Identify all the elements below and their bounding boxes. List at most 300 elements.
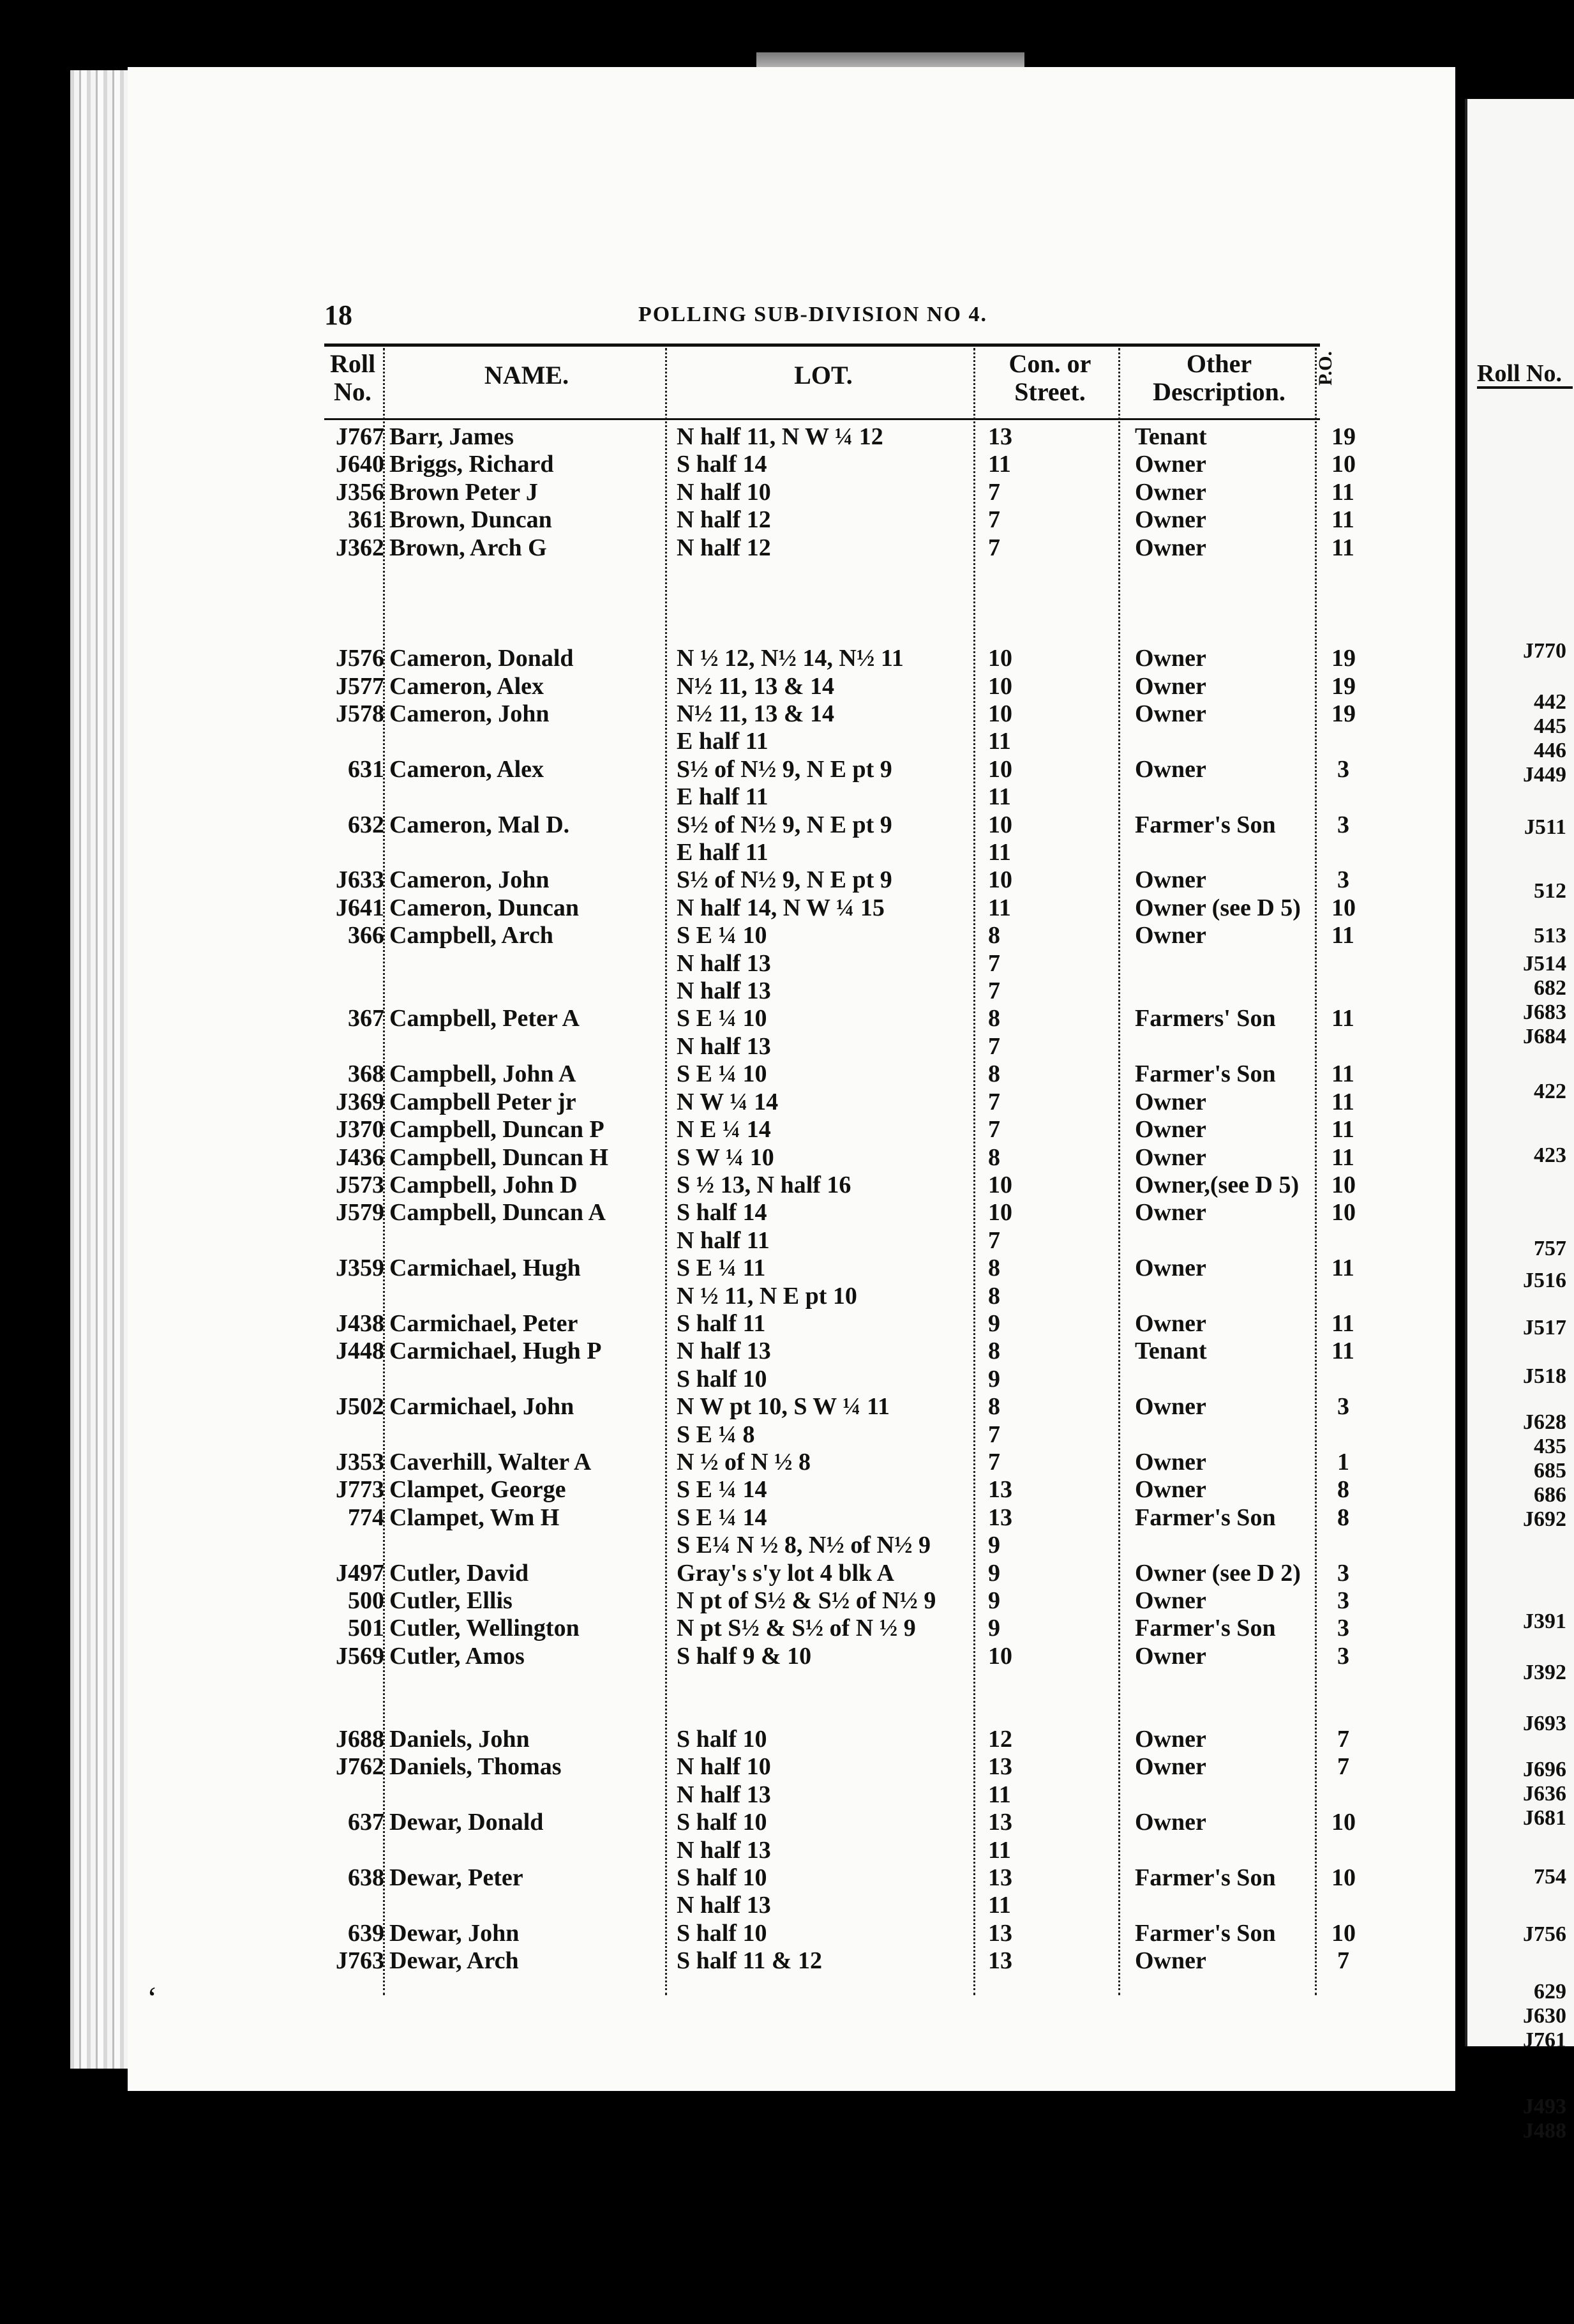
cell-lot: N W pt 10, S W ¼ 11 xyxy=(677,1393,890,1421)
cell-desc xyxy=(1132,1366,1329,1393)
page-number: 18 xyxy=(324,299,352,331)
cell-po: 11 xyxy=(1331,1143,1354,1171)
cell-roll xyxy=(319,1837,387,1864)
cell-desc: Owner xyxy=(1135,1476,1206,1504)
cell-con: 11 xyxy=(988,1836,1011,1864)
cell-con: 8 xyxy=(988,1060,1000,1088)
cell-desc: Farmer's Son xyxy=(1135,1919,1276,1947)
table-row xyxy=(319,534,1352,562)
facing-roll-number: 629 xyxy=(1534,1980,1566,2003)
cell-roll: 361 xyxy=(348,506,384,534)
cell-lot: S half 10 xyxy=(677,1864,767,1892)
col-header-name: NAME. xyxy=(484,361,569,389)
cell-desc: Owner xyxy=(1135,1726,1206,1753)
cell-lot: N half 13 xyxy=(677,977,771,1005)
cell-lot: E half 11 xyxy=(677,783,768,811)
cell-po: 19 xyxy=(1331,700,1356,728)
cell-desc: Farmer's Son xyxy=(1135,811,1276,838)
cell-desc: Owner xyxy=(1135,1199,1206,1226)
cell-desc: Owner xyxy=(1135,1448,1206,1475)
cell-lot: S half 11 & 12 xyxy=(677,1947,823,1975)
cell-desc xyxy=(1132,1698,1329,1726)
cell-po: 8 xyxy=(1337,1476,1349,1504)
cell-con: 11 xyxy=(988,728,1011,755)
cell-name: Campbell, Duncan P xyxy=(389,1116,604,1143)
cell-desc: Owner xyxy=(1135,1587,1206,1615)
cell-con: 9 xyxy=(988,1587,1000,1615)
cell-con xyxy=(986,617,1132,645)
cell-name xyxy=(387,783,674,811)
table-row xyxy=(319,1283,1352,1310)
table-row xyxy=(319,1005,1352,1032)
cell-desc xyxy=(1132,950,1329,977)
cell-po: 8 xyxy=(1337,1504,1349,1531)
cell-roll: J633 xyxy=(336,866,384,894)
facing-roll-number: J517 xyxy=(1523,1316,1566,1339)
cell-po xyxy=(1329,1670,1352,1698)
cell-name: Campbell Peter jr xyxy=(389,1088,576,1115)
cell-desc: Owner xyxy=(1135,1753,1206,1781)
cell-name: Carmichael, John xyxy=(389,1393,574,1421)
cell-roll: J436 xyxy=(336,1143,384,1171)
cell-po: 11 xyxy=(1331,1088,1354,1115)
cell-po: 10 xyxy=(1331,894,1356,921)
table-row xyxy=(319,1837,1352,1864)
cell-lot: N ½ of N ½ 8 xyxy=(677,1448,811,1475)
facing-roll-number: J514 xyxy=(1523,952,1566,976)
facing-roll-number: J756 xyxy=(1523,1922,1566,1946)
cell-po: 10 xyxy=(1331,1199,1356,1226)
cell-po xyxy=(1329,839,1352,866)
cell-con: 10 xyxy=(988,645,1012,672)
cell-roll: J641 xyxy=(336,894,384,921)
cell-desc xyxy=(1132,1892,1329,1919)
cell-name xyxy=(387,1366,674,1393)
facing-roll-number: 512 xyxy=(1534,879,1566,903)
cell-po xyxy=(1329,1532,1352,1559)
cell-roll: J767 xyxy=(336,423,384,450)
cell-name: Dewar, Arch xyxy=(389,1947,519,1975)
cell-name: Cameron, Donald xyxy=(389,645,574,672)
cell-name: Dewar, Donald xyxy=(389,1809,544,1836)
cell-lot: S half 10 xyxy=(677,1919,767,1947)
facing-roll-number: J692 xyxy=(1523,1507,1566,1531)
table-row xyxy=(319,728,1352,755)
cell-po: 19 xyxy=(1331,423,1356,450)
facing-roll-number: 513 xyxy=(1534,924,1566,947)
facing-page-fragment xyxy=(1465,99,1574,2143)
facing-roll-number: 682 xyxy=(1534,976,1566,1000)
cell-lot: S E ¼ 10 xyxy=(677,1005,767,1032)
cell-name xyxy=(387,1283,674,1310)
cell-con: 10 xyxy=(988,1199,1012,1226)
cell-roll: J578 xyxy=(336,700,384,728)
cell-desc xyxy=(1132,617,1329,645)
cell-po: 3 xyxy=(1337,1615,1349,1642)
table-row xyxy=(319,1421,1352,1449)
table-row xyxy=(319,839,1352,866)
cell-desc: Owner xyxy=(1135,534,1206,561)
cell-roll: J569 xyxy=(336,1642,384,1670)
table-row xyxy=(319,1726,1352,1753)
cell-name: Campbell, John D xyxy=(389,1171,578,1198)
cell-con: 12 xyxy=(988,1726,1012,1753)
cell-con: 9 xyxy=(988,1365,1000,1392)
cell-lot: N half 11, N W ¼ 12 xyxy=(677,423,883,450)
table-row xyxy=(319,866,1352,894)
cell-lot: N half 13 xyxy=(677,1836,771,1864)
cell-desc: Owner xyxy=(1135,451,1206,478)
cell-lot: S E ¼ 14 xyxy=(677,1504,767,1531)
cell-desc: Owner,(see D 5) xyxy=(1135,1171,1300,1198)
cell-roll: J640 xyxy=(336,451,384,478)
table-row xyxy=(319,1892,1352,1919)
cell-name: Cutler, Amos xyxy=(389,1642,525,1670)
cell-lot: N ½ 11, N E pt 10 xyxy=(677,1282,857,1309)
cell-desc: Owner (see D 2) xyxy=(1135,1559,1301,1587)
cell-name: Cameron, Duncan xyxy=(389,894,579,921)
cell-name: Daniels, Thomas xyxy=(389,1753,562,1781)
facing-roll-number: J516 xyxy=(1523,1269,1566,1292)
cell-roll: J448 xyxy=(336,1338,384,1365)
cell-desc: Owner (see D 5) xyxy=(1135,894,1301,921)
cell-roll: J763 xyxy=(336,1947,384,1975)
facing-roll-number: J761 xyxy=(1523,2028,1566,2052)
cell-lot: E half 11 xyxy=(677,728,768,755)
cell-lot: N half 10 xyxy=(677,478,771,506)
cell-po xyxy=(1329,1283,1352,1310)
facing-page-col-header: Roll No. xyxy=(1477,361,1573,389)
cell-desc: Owner xyxy=(1135,866,1206,894)
cell-po: 3 xyxy=(1337,811,1349,838)
table-row xyxy=(319,617,1352,645)
cell-con: 7 xyxy=(988,949,1000,977)
cell-lot: S E ¼ 10 xyxy=(677,1060,767,1088)
cell-roll: J356 xyxy=(336,478,384,506)
facing-roll-number: J628 xyxy=(1523,1410,1566,1434)
cell-con: 11 xyxy=(988,1781,1011,1808)
cell-con: 7 xyxy=(988,1226,1000,1254)
table-row xyxy=(319,1476,1352,1504)
col-header-roll: Roll No. xyxy=(329,349,376,406)
cell-desc xyxy=(1132,589,1329,617)
cell-con: 9 xyxy=(988,1559,1000,1587)
cell-con: 8 xyxy=(988,1255,1000,1282)
cell-name: Cutler, David xyxy=(389,1559,529,1587)
cell-po xyxy=(1329,977,1352,1005)
cell-po: 10 xyxy=(1331,1171,1356,1198)
cell-con: 11 xyxy=(988,783,1011,811)
cell-roll: J502 xyxy=(336,1393,384,1421)
cell-po: 7 xyxy=(1337,1753,1349,1781)
cell-roll xyxy=(319,1698,387,1726)
cell-roll xyxy=(319,1227,387,1255)
cell-desc: Tenant xyxy=(1135,423,1207,450)
table-row xyxy=(319,1116,1352,1143)
cell-po: 3 xyxy=(1337,1642,1349,1670)
cell-con: 7 xyxy=(988,478,1000,506)
cell-lot xyxy=(674,562,986,589)
cell-name xyxy=(387,562,674,589)
cell-name: Cameron, Alex xyxy=(389,755,544,783)
cell-lot: N half 13 xyxy=(677,1892,771,1919)
cell-po: 19 xyxy=(1331,645,1356,672)
table-row xyxy=(319,1615,1352,1642)
cell-lot: S half 10 xyxy=(677,1809,767,1836)
cell-lot: S half 14 xyxy=(677,1199,767,1226)
cell-con: 13 xyxy=(988,1753,1012,1781)
cell-po: 7 xyxy=(1337,1726,1349,1753)
cell-con: 7 xyxy=(988,534,1000,561)
cell-desc xyxy=(1132,728,1329,755)
table-row xyxy=(319,756,1352,783)
cell-roll: J577 xyxy=(336,672,384,700)
cell-lot: N half 13 xyxy=(677,949,771,977)
cell-lot: N E ¼ 14 xyxy=(677,1116,771,1143)
cell-con: 13 xyxy=(988,1476,1012,1504)
cell-desc xyxy=(1132,1532,1329,1559)
table-row xyxy=(319,1781,1352,1809)
facing-roll-number: 422 xyxy=(1534,1080,1566,1103)
cell-roll xyxy=(319,1670,387,1698)
cell-desc: Owner xyxy=(1135,700,1206,728)
table-row xyxy=(319,451,1352,478)
cell-po: 19 xyxy=(1331,672,1356,700)
cell-roll xyxy=(319,1033,387,1060)
cell-roll: J353 xyxy=(336,1448,384,1475)
cell-name: Cutler, Wellington xyxy=(389,1615,580,1642)
cell-lot xyxy=(674,589,986,617)
cell-name xyxy=(387,1698,674,1726)
facing-roll-number: 754 xyxy=(1534,1865,1566,1889)
margin-mark: ‘ xyxy=(147,1980,158,2016)
cell-name xyxy=(387,950,674,977)
cell-con: 7 xyxy=(988,1088,1000,1115)
cell-roll: 501 xyxy=(348,1615,384,1642)
cell-name: Clampet, Wm H xyxy=(389,1504,560,1531)
cell-lot xyxy=(674,617,986,645)
cell-po xyxy=(1329,728,1352,755)
cell-name: Campbell, Arch xyxy=(389,922,553,949)
facing-roll-number: J391 xyxy=(1523,1610,1566,1633)
cell-desc: Owner xyxy=(1135,1143,1206,1171)
cell-con: 10 xyxy=(988,755,1012,783)
cell-name xyxy=(387,617,674,645)
table-row xyxy=(319,783,1352,811)
cell-con: 8 xyxy=(988,1338,1000,1365)
cell-con: 13 xyxy=(988,1919,1012,1947)
cell-roll xyxy=(319,783,387,811)
cell-po: 11 xyxy=(1331,534,1354,561)
table-row xyxy=(319,1366,1352,1393)
cell-desc: Owner xyxy=(1135,1393,1206,1421)
cell-lot: S W ¼ 10 xyxy=(677,1143,774,1171)
table-row xyxy=(319,1698,1352,1726)
cell-roll: J773 xyxy=(336,1476,384,1504)
cell-po xyxy=(1329,562,1352,589)
cell-con: 8 xyxy=(988,1393,1000,1421)
table-row xyxy=(319,1144,1352,1172)
table-row xyxy=(319,506,1352,534)
cell-po xyxy=(1329,1892,1352,1919)
cell-con: 7 xyxy=(988,1421,1000,1448)
table-row xyxy=(319,1560,1352,1587)
cell-lot: N half 13 xyxy=(677,1032,771,1060)
cell-po xyxy=(1329,1227,1352,1255)
col-header-po: P.O. xyxy=(1315,351,1336,386)
cell-name: Caverhill, Walter A xyxy=(389,1448,592,1475)
cell-desc xyxy=(1132,1283,1329,1310)
cell-con xyxy=(986,1670,1132,1698)
table-row xyxy=(319,1864,1352,1892)
facing-roll-number: 423 xyxy=(1534,1143,1566,1167)
cell-roll xyxy=(319,977,387,1005)
table-row xyxy=(319,1587,1352,1615)
cell-name xyxy=(387,1781,674,1809)
facing-roll-number: 435 xyxy=(1534,1435,1566,1458)
table-row xyxy=(319,1172,1352,1199)
cell-lot: N half 12 xyxy=(677,534,771,561)
cell-name xyxy=(387,1532,674,1559)
cell-po: 3 xyxy=(1337,1587,1349,1615)
cell-name xyxy=(387,728,674,755)
cell-po: 11 xyxy=(1331,1060,1354,1088)
cell-po: 10 xyxy=(1331,1919,1356,1947)
cell-po: 7 xyxy=(1337,1947,1349,1975)
cell-name xyxy=(387,1892,674,1919)
cell-po: 10 xyxy=(1331,451,1356,478)
cell-name: Cutler, Ellis xyxy=(389,1587,513,1615)
cell-desc: Farmer's Son xyxy=(1135,1504,1276,1531)
facing-roll-number: J488 xyxy=(1523,2119,1566,2143)
cell-lot: S E¼ N ½ 8, N½ of N½ 9 xyxy=(677,1532,931,1559)
table-row xyxy=(319,1670,1352,1698)
cell-con xyxy=(986,1698,1132,1726)
cell-lot: N half 13 xyxy=(677,1781,771,1808)
cell-desc xyxy=(1132,977,1329,1005)
cell-roll: J369 xyxy=(336,1088,384,1115)
cell-desc xyxy=(1132,1837,1329,1864)
cell-name: Briggs, Richard xyxy=(389,451,554,478)
cell-roll: 632 xyxy=(348,811,384,838)
cell-po: 10 xyxy=(1331,1809,1356,1836)
cell-po: 10 xyxy=(1331,1864,1356,1892)
cell-roll: 637 xyxy=(348,1809,384,1836)
cell-name: Brown Peter J xyxy=(389,478,538,506)
cell-name xyxy=(387,1421,674,1449)
facing-roll-number: 686 xyxy=(1534,1483,1566,1507)
cell-name xyxy=(387,589,674,617)
cell-name: Cameron, John xyxy=(389,700,550,728)
cell-con: 11 xyxy=(988,1892,1011,1919)
cell-con: 11 xyxy=(988,839,1011,866)
cell-name: Cameron, John xyxy=(389,866,550,894)
facing-roll-number: J511 xyxy=(1524,815,1566,839)
cell-name: Brown, Duncan xyxy=(389,506,552,534)
cell-po xyxy=(1329,950,1352,977)
cell-po: 3 xyxy=(1337,1559,1349,1587)
cell-po xyxy=(1329,617,1352,645)
page-title: POLLING SUB-DIVISION NO 4. xyxy=(638,303,987,326)
cell-lot: N half 11 xyxy=(677,1226,770,1254)
cell-name: Campbell, Peter A xyxy=(389,1005,580,1032)
cell-roll: J688 xyxy=(336,1726,384,1753)
cell-roll: J370 xyxy=(336,1116,384,1143)
cell-lot: N half 13 xyxy=(677,1338,771,1365)
cell-po: 11 xyxy=(1331,1116,1354,1143)
cell-lot: N half 10 xyxy=(677,1753,771,1781)
cell-po xyxy=(1329,1033,1352,1060)
cell-roll: J359 xyxy=(336,1255,384,1282)
cell-po: 11 xyxy=(1331,1309,1354,1337)
table-row xyxy=(319,589,1352,617)
cell-lot: S½ of N½ 9, N E pt 9 xyxy=(677,866,892,894)
cell-po: 11 xyxy=(1331,506,1354,534)
facing-roll-number: 757 xyxy=(1534,1237,1566,1260)
cell-con: 7 xyxy=(988,977,1000,1005)
cell-name xyxy=(387,1837,674,1864)
cell-lot: S½ of N½ 9, N E pt 9 xyxy=(677,811,892,838)
cell-roll: J573 xyxy=(336,1171,384,1198)
cell-roll: J576 xyxy=(336,645,384,672)
facing-roll-number: J630 xyxy=(1523,2004,1566,2028)
cell-desc: Owner xyxy=(1135,1309,1206,1337)
cell-desc xyxy=(1132,1033,1329,1060)
cell-lot: N pt S½ & S½ of N ½ 9 xyxy=(677,1615,916,1642)
cell-roll: 639 xyxy=(348,1919,384,1947)
cell-name: Brown, Arch G xyxy=(389,534,547,561)
cell-name: Daniels, John xyxy=(389,1726,530,1753)
cell-desc: Owner xyxy=(1135,1255,1206,1282)
cell-name: Campbell, Duncan A xyxy=(389,1199,606,1226)
cell-desc: Owner xyxy=(1135,922,1206,949)
cell-con: 9 xyxy=(988,1309,1000,1337)
cell-lot: N½ 11, 13 & 14 xyxy=(677,672,834,700)
table-row xyxy=(319,1089,1352,1116)
col-header-con: Con. or Street. xyxy=(1008,349,1091,406)
cell-po: 11 xyxy=(1331,922,1354,949)
table-row xyxy=(319,1504,1352,1532)
cell-lot: S half 10 xyxy=(677,1365,767,1392)
cell-roll xyxy=(319,1421,387,1449)
cell-con: 9 xyxy=(988,1532,1000,1559)
cell-con: 13 xyxy=(988,1809,1012,1836)
header-bottom-rule xyxy=(324,418,1320,420)
cell-lot: S half 10 xyxy=(677,1726,767,1753)
facing-roll-number: 445 xyxy=(1534,714,1566,738)
cell-po: 3 xyxy=(1337,755,1349,783)
table-row xyxy=(319,1947,1352,1975)
cell-desc: Farmer's Son xyxy=(1135,1615,1276,1642)
cell-con: 11 xyxy=(988,894,1011,921)
cell-lot: N half 12 xyxy=(677,506,771,534)
cell-lot: N½ 11, 13 & 14 xyxy=(677,700,834,728)
table-row xyxy=(319,1449,1352,1476)
cell-roll xyxy=(319,950,387,977)
cell-roll: J438 xyxy=(336,1309,384,1337)
cell-desc: Owner xyxy=(1135,1116,1206,1143)
cell-lot: E half 11 xyxy=(677,839,768,866)
cell-lot: N ½ 12, N½ 14, N½ 11 xyxy=(677,645,904,672)
cell-name xyxy=(387,977,674,1005)
cell-con: 7 xyxy=(988,506,1000,534)
cell-po: 11 xyxy=(1331,478,1354,506)
cell-lot: S E ¼ 11 xyxy=(677,1255,766,1282)
cell-lot: N W ¼ 14 xyxy=(677,1088,779,1115)
cell-con: 11 xyxy=(988,451,1011,478)
facing-roll-number: 442 xyxy=(1534,690,1566,714)
cell-con: 13 xyxy=(988,423,1012,450)
